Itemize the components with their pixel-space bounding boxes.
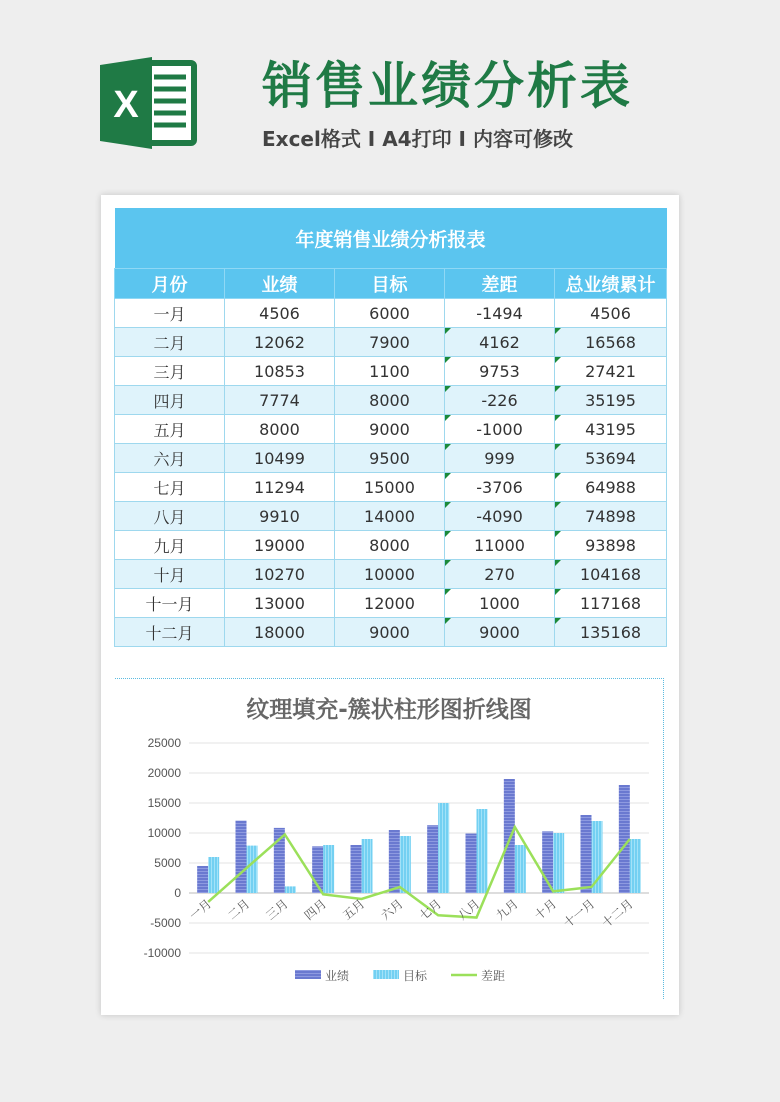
x-tick-label: 十一月 (560, 896, 598, 931)
table-cell[interactable]: 35195 (555, 386, 667, 415)
table-row (115, 560, 667, 589)
bar-业绩 (197, 866, 208, 893)
table-cell[interactable]: 一月 (115, 299, 225, 328)
table-row (115, 415, 667, 444)
table-row (115, 357, 667, 386)
column-header: 目标 (335, 269, 445, 299)
table-cell[interactable]: 11000 (445, 531, 555, 560)
x-tick-label: 十二月 (599, 896, 636, 931)
bar-目标 (208, 857, 219, 893)
table-cell[interactable]: 53694 (555, 444, 667, 473)
table-row (115, 473, 667, 502)
table-cell[interactable]: 10000 (335, 560, 445, 589)
table-cell[interactable]: 三月 (115, 357, 225, 386)
y-tick-label: -5000 (150, 916, 181, 930)
combo-chart (115, 679, 663, 999)
x-tick-label: 四月 (301, 896, 330, 923)
table-cell[interactable]: 十二月 (115, 618, 225, 647)
column-header: 总业绩累计 (555, 269, 667, 299)
y-tick-label: -10000 (143, 946, 181, 960)
bar-业绩 (427, 825, 438, 893)
column-header: 差距 (445, 269, 555, 299)
bar-业绩 (581, 815, 592, 893)
table-cell[interactable]: 135168 (555, 618, 667, 647)
bar-目标 (438, 803, 449, 893)
table-cell[interactable]: 15000 (335, 473, 445, 502)
sales-table-wrapper (114, 208, 666, 647)
table-cell[interactable]: 九月 (115, 531, 225, 560)
table-cell[interactable]: 1000 (445, 589, 555, 618)
table-cell[interactable]: 8000 (225, 415, 335, 444)
y-tick-label: 5000 (154, 856, 181, 870)
table-cell[interactable]: 93898 (555, 531, 667, 560)
table-cell[interactable]: 19000 (225, 531, 335, 560)
y-tick-label: 20000 (147, 766, 181, 780)
table-title: 年度销售业绩分析报表 (115, 208, 667, 269)
table-cell[interactable]: 8000 (335, 386, 445, 415)
table-cell[interactable]: 43195 (555, 415, 667, 444)
x-tick-label: 五月 (340, 896, 368, 923)
table-cell[interactable]: -1494 (445, 299, 555, 328)
chart-title: 纹理填充-簇状柱形图折线图 (246, 697, 532, 723)
legend-label: 差距 (481, 969, 506, 983)
table-header-row (115, 269, 667, 299)
table-row (115, 386, 667, 415)
table-row (115, 502, 667, 531)
table-cell[interactable]: 四月 (115, 386, 225, 415)
bar-目标 (630, 839, 641, 893)
x-tick-label: 八月 (455, 896, 483, 923)
table-cell[interactable]: -4090 (445, 502, 555, 531)
table-cell[interactable]: 7774 (225, 386, 335, 415)
table-cell[interactable]: 12000 (335, 589, 445, 618)
bar-目标 (362, 839, 373, 893)
table-cell[interactable]: 9500 (335, 444, 445, 473)
table-cell[interactable]: 14000 (335, 502, 445, 531)
legend-swatch (373, 970, 399, 979)
table-cell[interactable]: 10499 (225, 444, 335, 473)
y-tick-label: 15000 (147, 796, 181, 810)
table-cell[interactable]: 16568 (555, 328, 667, 357)
legend-swatch (295, 970, 321, 979)
table-cell[interactable]: 74898 (555, 502, 667, 531)
bar-目标 (247, 846, 258, 893)
excel-logo-icon (100, 55, 198, 151)
chart-container (115, 678, 664, 999)
table-cell[interactable]: 9753 (445, 357, 555, 386)
bar-目标 (477, 809, 488, 893)
table-cell[interactable]: 二月 (115, 328, 225, 357)
table-cell[interactable]: 117168 (555, 589, 667, 618)
table-cell[interactable]: 4506 (225, 299, 335, 328)
table-cell[interactable]: 六月 (115, 444, 225, 473)
bar-业绩 (466, 834, 477, 893)
table-cell[interactable]: 104168 (555, 560, 667, 589)
table-cell[interactable]: 6000 (335, 299, 445, 328)
line-差距 (208, 827, 630, 918)
table-row (115, 299, 667, 328)
bar-业绩 (389, 830, 400, 893)
page-subtitle: Excel格式 Ι A4打印 Ι 内容可修改 (262, 127, 573, 151)
table-cell[interactable]: 270 (445, 560, 555, 589)
table-row (115, 589, 667, 618)
table-cell[interactable]: 十月 (115, 560, 225, 589)
table-cell[interactable]: 13000 (225, 589, 335, 618)
column-header: 业绩 (225, 269, 335, 299)
table-cell[interactable]: 11294 (225, 473, 335, 502)
legend-label: 业绩 (325, 969, 350, 983)
table-cell[interactable]: 64988 (555, 473, 667, 502)
legend-label: 目标 (403, 969, 428, 983)
document-page (101, 195, 679, 1015)
bar-目标 (285, 886, 296, 893)
table-cell[interactable]: 9000 (335, 618, 445, 647)
logo-letter: X (113, 84, 139, 126)
table-row (115, 531, 667, 560)
y-tick-label: 0 (174, 886, 181, 900)
column-header: 月份 (115, 269, 225, 299)
sales-table (114, 208, 667, 647)
table-cell[interactable]: 十一月 (115, 589, 225, 618)
table-cell[interactable]: 7900 (335, 328, 445, 357)
bar-目标 (323, 845, 334, 893)
table-cell[interactable]: 10270 (225, 560, 335, 589)
table-cell[interactable]: 999 (445, 444, 555, 473)
table-cell[interactable]: 18000 (225, 618, 335, 647)
table-cell[interactable]: 4162 (445, 328, 555, 357)
table-cell[interactable]: 8000 (335, 531, 445, 560)
bar-目标 (553, 833, 564, 893)
table-cell[interactable]: 10853 (225, 357, 335, 386)
table-cell[interactable]: 八月 (115, 502, 225, 531)
x-tick-label: 九月 (493, 896, 521, 923)
x-tick-label: 二月 (225, 896, 253, 923)
table-cell[interactable]: 9000 (445, 618, 555, 647)
table-row (115, 444, 667, 473)
table-body (115, 299, 667, 647)
table-cell[interactable]: -226 (445, 386, 555, 415)
table-cell[interactable]: -3706 (445, 473, 555, 502)
table-cell[interactable]: -1000 (445, 415, 555, 444)
table-row (115, 618, 667, 647)
table-cell[interactable]: 1100 (335, 357, 445, 386)
table-cell[interactable]: 27421 (555, 357, 667, 386)
bar-业绩 (504, 779, 515, 893)
page-title: 销售业绩分析表 (262, 57, 633, 115)
bar-业绩 (351, 845, 362, 893)
table-cell[interactable]: 4506 (555, 299, 667, 328)
x-tick-label: 十月 (531, 896, 560, 923)
x-tick-label: 六月 (378, 896, 406, 923)
y-tick-label: 10000 (147, 826, 181, 840)
table-cell[interactable]: 12062 (225, 328, 335, 357)
bar-目标 (592, 821, 603, 893)
table-cell[interactable]: 五月 (115, 415, 225, 444)
bar-业绩 (236, 821, 247, 893)
bar-目标 (515, 845, 526, 893)
x-tick-label: 三月 (263, 896, 291, 923)
bar-目标 (400, 836, 411, 893)
table-cell[interactable]: 七月 (115, 473, 225, 502)
table-cell[interactable]: 9910 (225, 502, 335, 531)
bar-业绩 (619, 785, 630, 893)
x-tick-label: 七月 (416, 896, 445, 923)
x-tick-label: 一月 (186, 896, 215, 923)
page-header (0, 0, 780, 190)
y-tick-label: 25000 (147, 736, 181, 750)
table-cell[interactable]: 9000 (335, 415, 445, 444)
table-row (115, 328, 667, 357)
